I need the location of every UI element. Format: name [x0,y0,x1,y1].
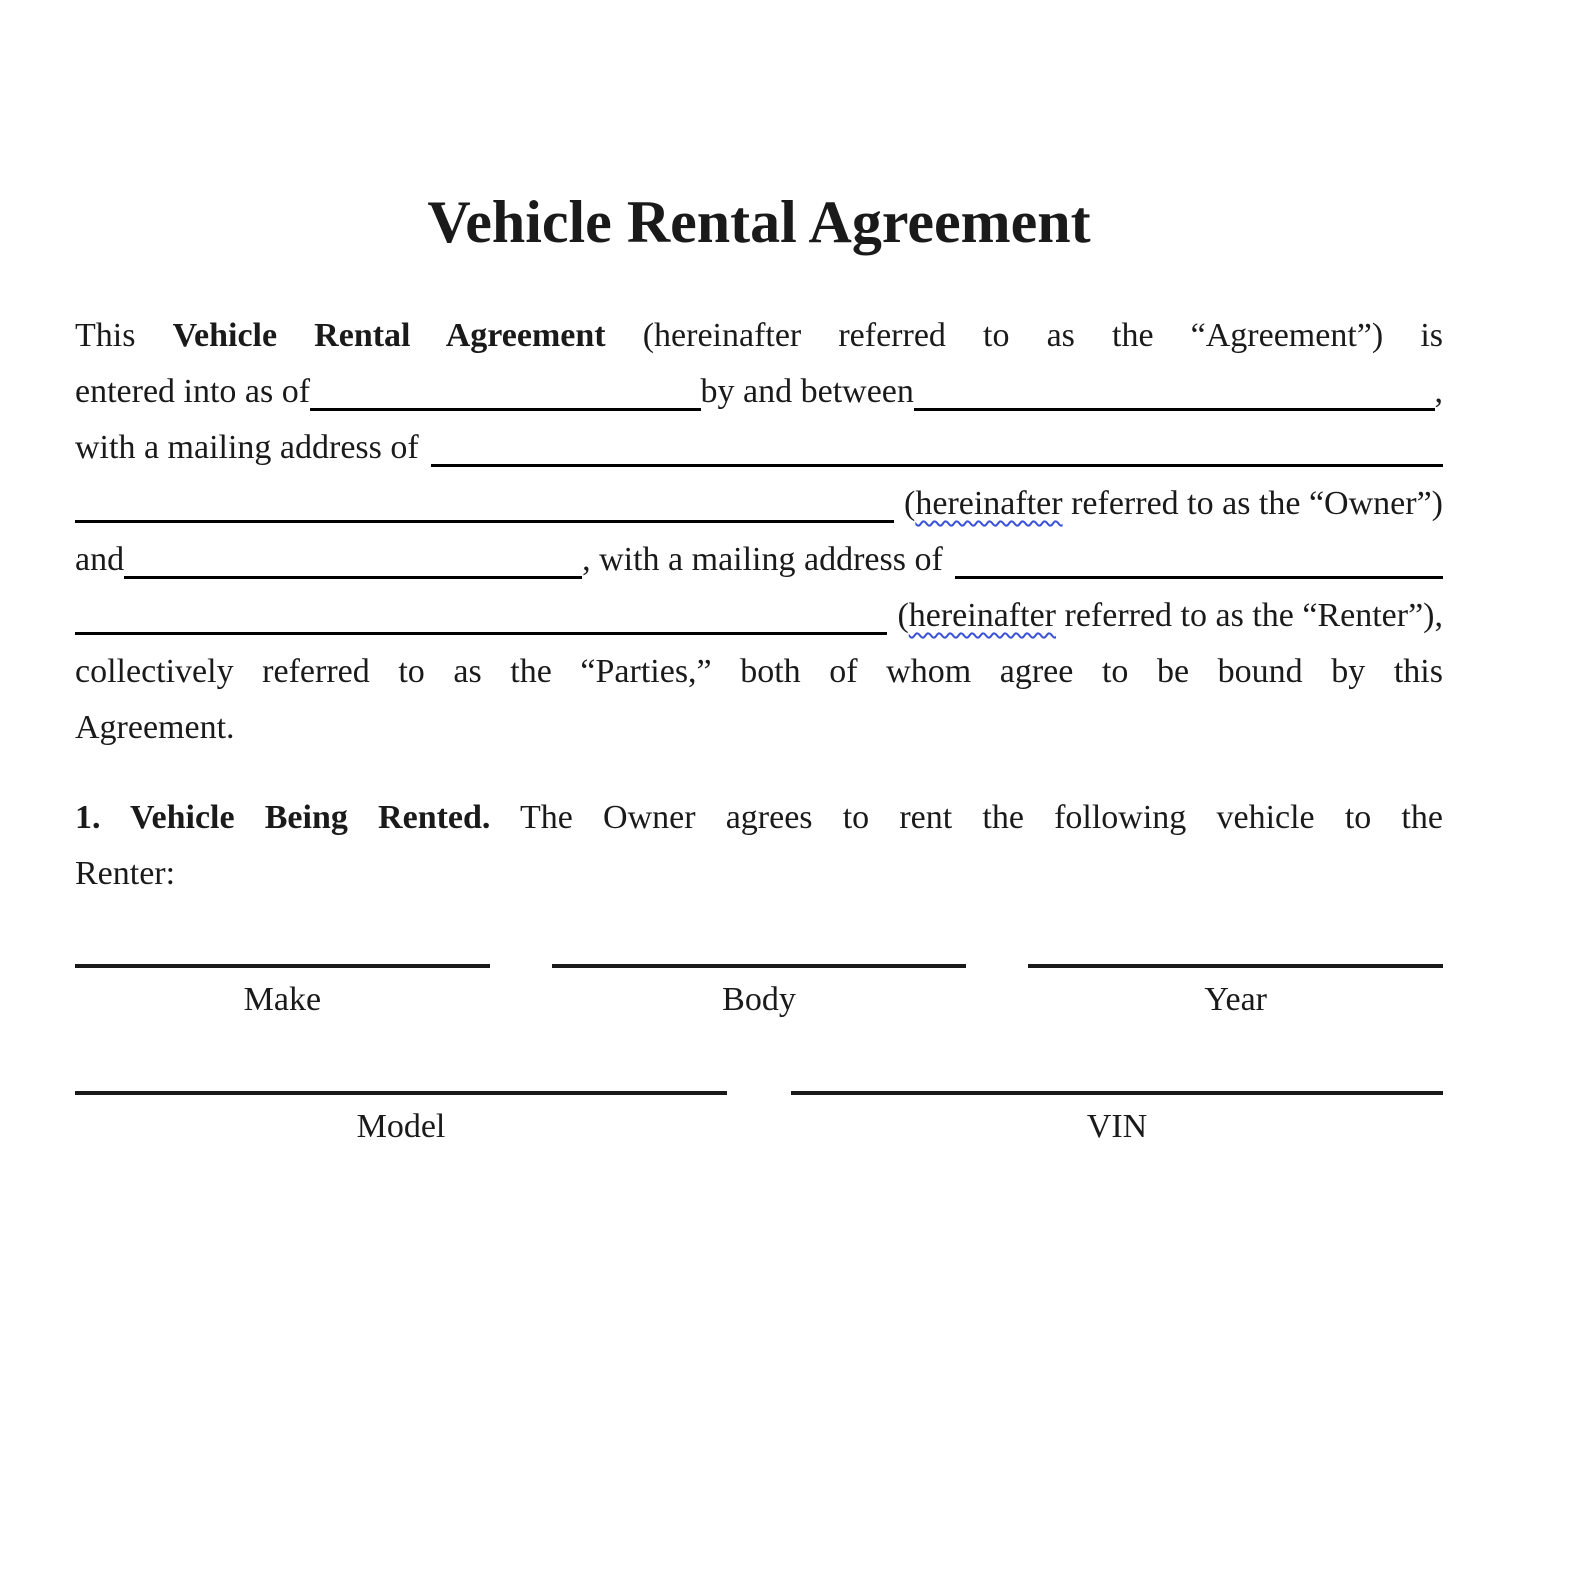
vin-blank-field[interactable] [791,1091,1443,1095]
make-field-label: Make [243,981,322,1018]
intro-line-6 [75,588,1443,644]
model-field-label: Model [356,1108,446,1145]
owner-address-blank-field-1[interactable] [431,460,1443,467]
comma-text: , [1434,373,1443,410]
vin-field-label: VIN [1086,1108,1148,1145]
owner-address-blank-field-2[interactable] [75,516,894,523]
make-blank-field[interactable] [75,964,490,968]
vehicle-fields-row-1 [75,964,1443,1020]
intro-line-4 [75,476,1443,532]
intro-line1-post: (hereinafter referred to as the “Agreement”) is [605,317,1443,354]
owner-mailing-address-label: with a mailing address of [75,429,419,466]
and-label: and [75,541,125,578]
section-1-number-and-title: 1. Vehicle Being Rented. [75,799,491,836]
document-title: Vehicle Rental Agreement [427,189,1091,255]
renter-name-blank-field[interactable] [124,572,582,579]
intro-line-3 [75,420,1443,476]
intro-line-5 [75,532,1443,588]
intro-line-2 [75,364,1443,420]
intro-line-8: Agreement. [75,709,235,746]
renter-address-blank-field-2[interactable] [75,628,887,635]
renter-mailing-address-label: , with a mailing address of [582,541,943,578]
renter-address-blank-field-1[interactable] [955,572,1443,579]
model-field-column [75,1091,727,1147]
intro-line1-pre: This [75,317,173,354]
renter-designation-text: referred to as the “Renter”), [1056,597,1443,634]
vehicle-fields-row-2 [75,1091,1443,1147]
year-blank-field[interactable] [1028,964,1443,968]
make-field-column [75,964,490,1020]
agreement-name-bold: Vehicle Rental Agreement [172,317,606,354]
open-paren-text-2: ( [897,597,909,634]
by-and-between-label: by and between [700,373,914,410]
entered-into-label: entered into as of [75,373,311,410]
section-1-heading-line [75,790,1443,846]
vin-field-column [791,1091,1443,1147]
intro-paragraph [75,308,1443,756]
body-blank-field[interactable] [552,964,967,968]
owner-name-blank-field[interactable] [914,404,1435,411]
year-field-column [1028,964,1443,1020]
body-field-label: Body [722,981,796,1018]
hereinafter-misspelled-word: hereinafter [915,485,1063,522]
owner-designation-text: referred to as the “Owner”) [1062,485,1443,522]
section-1-body-cont: Renter: [75,855,176,892]
date-blank-field[interactable] [310,404,700,411]
model-blank-field[interactable] [75,1091,727,1095]
section-1-vehicle-being-rented [75,790,1443,902]
open-paren-text: ( [904,485,916,522]
section-1-body-text: The Owner agrees to rent the following vehicle to the [490,799,1443,836]
body-field-column [552,964,967,1020]
year-field-label: Year [1204,981,1267,1018]
hereinafter-misspelled-word-2: hereinafter [908,597,1056,634]
intro-line-7: collectively referred to as the “Parties,” both of whom agree to be bound by this [75,653,1443,690]
intro-line-1 [75,308,1443,364]
